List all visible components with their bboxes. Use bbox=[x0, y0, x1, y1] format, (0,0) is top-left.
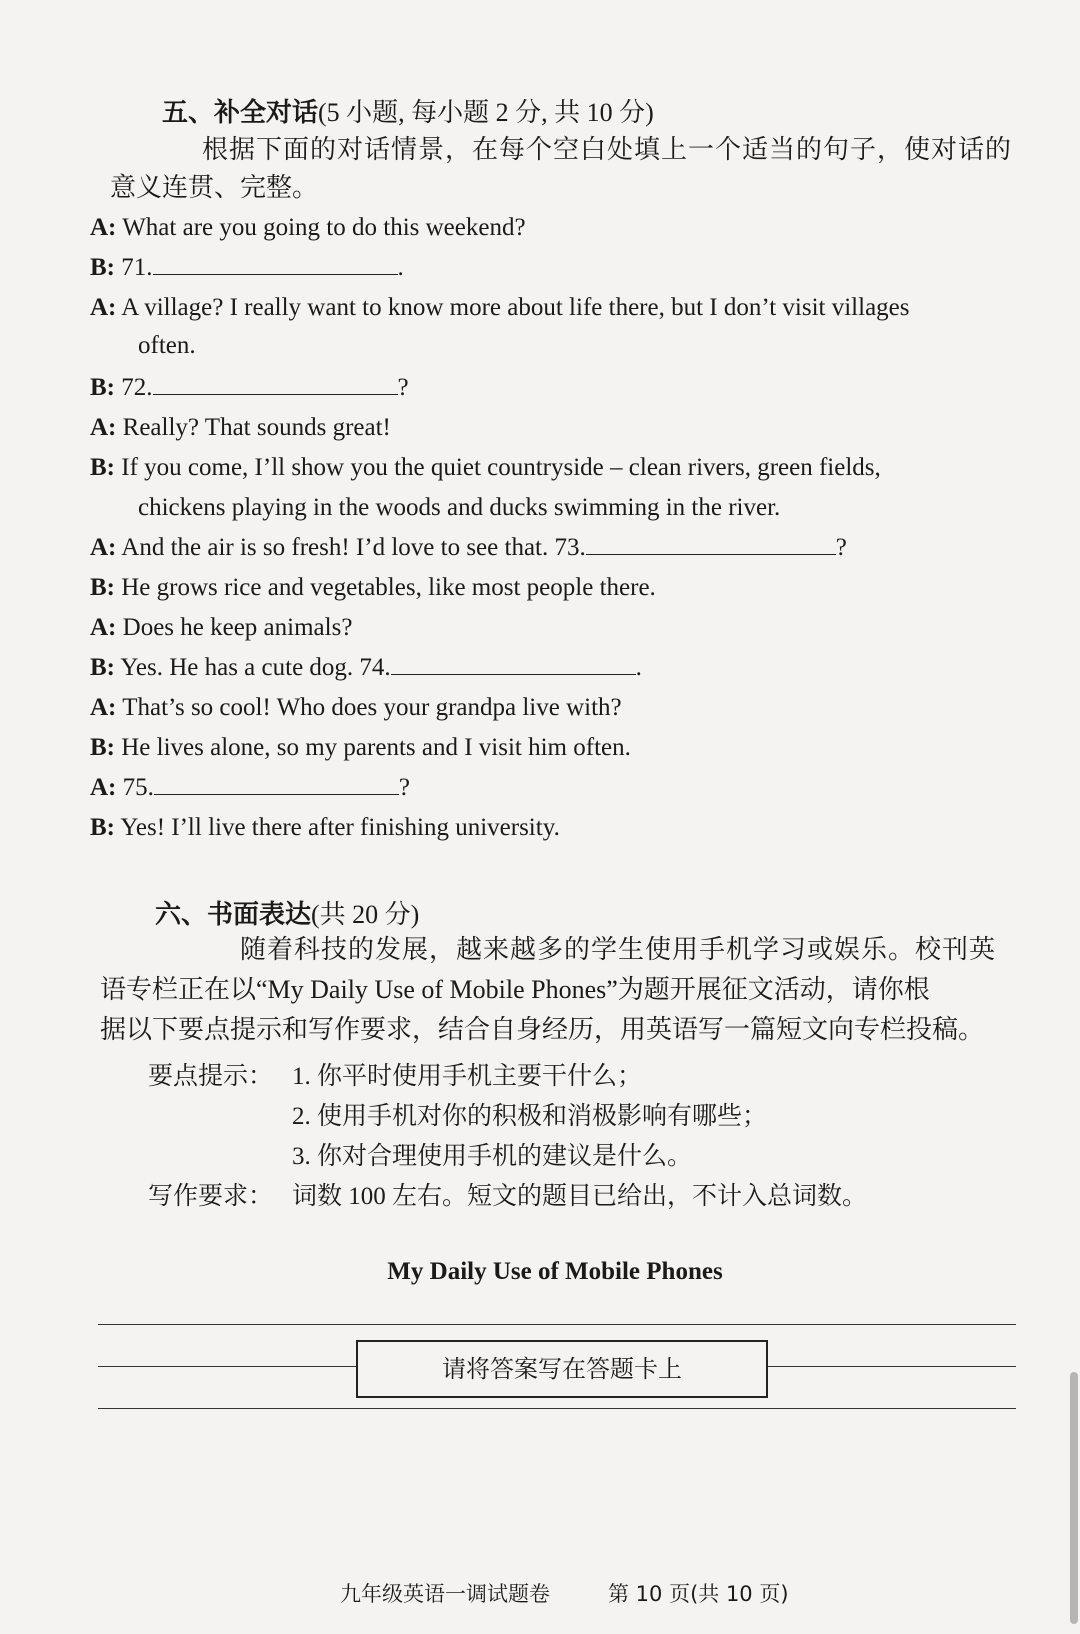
dialogue-text: He lives alone, so my parents and I visit him often. bbox=[121, 734, 631, 761]
dialogue-line-11 bbox=[90, 692, 1020, 724]
dialogue-text: A village? I really want to know more about life there, but I don’t visit villages bbox=[121, 294, 910, 321]
dialogue-text: That’s so cool! Who does your grandpa live with? bbox=[122, 694, 622, 721]
footer-exam-name: 九年级英语一调试题卷 bbox=[340, 1582, 550, 1606]
section6-title-rest: (共 20 分) bbox=[311, 900, 420, 929]
dialogue-text: Yes. He has a cute dog. 74. bbox=[120, 654, 391, 681]
dialogue-line-2 bbox=[90, 252, 1020, 284]
dialogue-line-5 bbox=[90, 412, 1020, 444]
requirements-text: 词数 100 左右。短文的题目已给出，不计入总词数。 bbox=[292, 1183, 868, 1210]
requirements-label: 写作要求： bbox=[148, 1183, 274, 1210]
section6-para-line2: 语专栏正在以“My Daily Use of Mobile Phones”为题开展征文活动，请你根 bbox=[100, 975, 930, 1004]
dialogue-line-10 bbox=[90, 652, 1020, 684]
dialogue-line-8 bbox=[90, 572, 1020, 604]
dialogue-line-3 bbox=[90, 292, 1020, 324]
writing-line-2-right bbox=[768, 1366, 1016, 1367]
tip-item-1: 1. 你平时使用手机主要干什么； bbox=[292, 1063, 643, 1090]
speaker-label: B: bbox=[90, 654, 115, 681]
section5-title bbox=[162, 92, 654, 129]
dialogue-text: Yes! I’ll live there after finishing university. bbox=[120, 814, 560, 841]
answer-card-notice: 请将答案写在答题卡上 bbox=[356, 1340, 768, 1398]
speaker-label: B: bbox=[90, 574, 115, 601]
question-number: 72. bbox=[121, 374, 153, 401]
speaker-label: A: bbox=[90, 534, 117, 561]
speaker-label: B: bbox=[90, 254, 115, 281]
section5-instruction-line1: 根据下面的对话情景，在每个空白处填上一个适当的句子，使对话的 bbox=[202, 135, 1013, 164]
speaker-label: A: bbox=[90, 694, 117, 721]
answer-blank-71[interactable] bbox=[153, 252, 398, 275]
dialogue-line-3-cont: often. bbox=[138, 332, 196, 359]
section6-title bbox=[155, 894, 419, 931]
dialogue-text: What are you going to do this weekend? bbox=[122, 214, 526, 241]
answer-blank-74[interactable] bbox=[391, 652, 636, 675]
section6-para-line1: 随着科技的发展，越来越多的学生使用手机学习或娱乐。校刊英 bbox=[240, 935, 997, 964]
dialogue-text: Really? That sounds great! bbox=[122, 414, 391, 441]
dialogue-line-9 bbox=[90, 612, 1020, 644]
answer-blank-73[interactable] bbox=[586, 532, 836, 555]
dialogue-text: Does he keep animals? bbox=[122, 614, 353, 641]
dialogue-line-13 bbox=[90, 772, 1020, 804]
essay-title: My Daily Use of Mobile Phones bbox=[387, 1258, 723, 1285]
punctuation: ? bbox=[397, 374, 409, 401]
writing-line-1 bbox=[98, 1324, 1016, 1325]
section5-instruction-line2: 意义连贯、完整。 bbox=[110, 173, 319, 202]
footer-page-info: 第 10 页(共 10 页) bbox=[608, 1582, 789, 1606]
dialogue-line-4 bbox=[90, 372, 1020, 404]
punctuation: ? bbox=[398, 774, 410, 801]
speaker-label: A: bbox=[90, 614, 117, 641]
speaker-label: A: bbox=[90, 774, 117, 801]
punctuation: . bbox=[635, 654, 642, 681]
answer-blank-72[interactable] bbox=[153, 372, 398, 395]
dialogue-line-7 bbox=[90, 532, 1020, 564]
punctuation: . bbox=[397, 254, 404, 281]
dialogue-line-14 bbox=[90, 812, 1020, 844]
dialogue-text: And the air is so fresh! I’d love to see that. 73. bbox=[121, 534, 586, 561]
speaker-label: B: bbox=[90, 374, 115, 401]
section6-title-bold: 六、书面表达 bbox=[155, 900, 312, 929]
dialogue-line-6 bbox=[90, 452, 1020, 484]
section5-title-bold: 五、补全对话 bbox=[162, 98, 319, 127]
scrollbar[interactable] bbox=[1070, 1372, 1078, 1624]
tip-item-2: 2. 使用手机对你的积极和消极影响有哪些； bbox=[292, 1103, 768, 1130]
dialogue-line-12 bbox=[90, 732, 1020, 764]
dialogue-line-6-cont: chickens playing in the woods and ducks swimming in the river. bbox=[138, 494, 781, 521]
speaker-label: A: bbox=[90, 414, 117, 441]
section5-title-rest: (5 小题, 每小题 2 分, 共 10 分) bbox=[318, 98, 654, 127]
writing-line-2-left bbox=[98, 1366, 356, 1367]
question-number: 71. bbox=[121, 254, 153, 281]
dialogue-text: He grows rice and vegetables, like most people there. bbox=[121, 574, 656, 601]
answer-blank-75[interactable] bbox=[154, 772, 399, 795]
dialogue-line-1 bbox=[90, 212, 1020, 244]
punctuation: ? bbox=[835, 534, 847, 561]
speaker-label: B: bbox=[90, 454, 115, 481]
speaker-label: B: bbox=[90, 814, 115, 841]
speaker-label: A: bbox=[90, 214, 117, 241]
writing-line-3 bbox=[98, 1408, 1016, 1409]
section6-para-line3: 据以下要点提示和写作要求，结合自身经历，用英语写一篇短文向专栏投稿。 bbox=[100, 1015, 985, 1044]
speaker-label: A: bbox=[90, 294, 117, 321]
tip-item-3: 3. 你对合理使用手机的建议是什么。 bbox=[292, 1143, 693, 1170]
question-number: 75. bbox=[122, 774, 154, 801]
speaker-label: B: bbox=[90, 734, 115, 761]
dialogue-text: If you come, I’ll show you the quiet countryside – clean rivers, green fields, bbox=[121, 454, 881, 481]
tips-label: 要点提示： bbox=[148, 1063, 274, 1090]
